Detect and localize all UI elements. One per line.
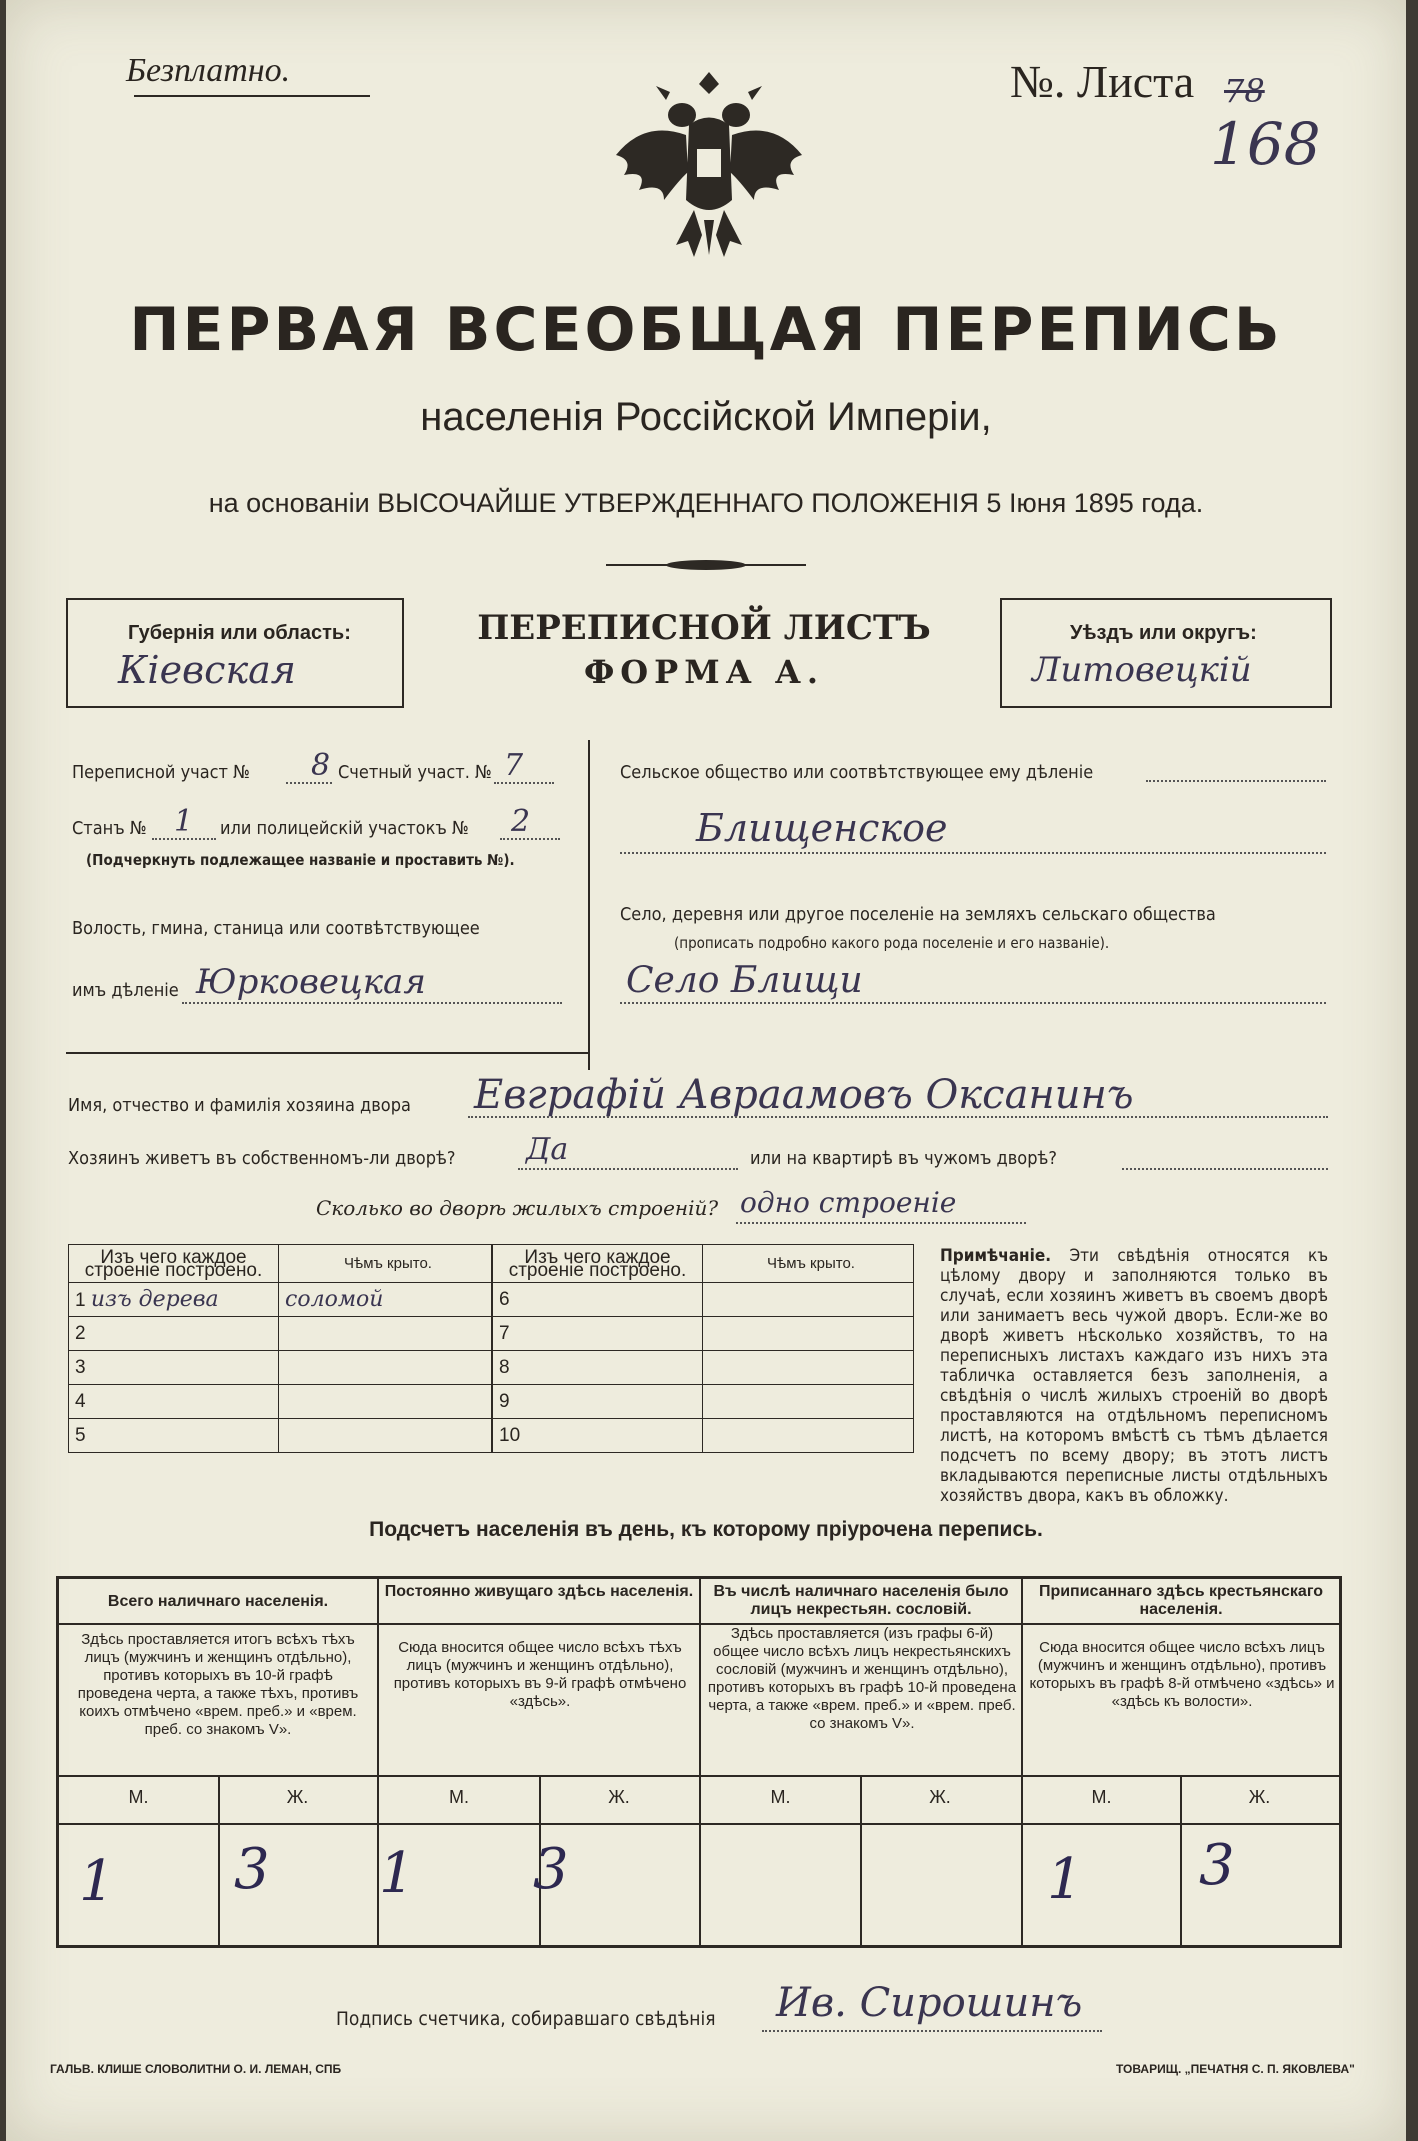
subtitle: населенія Россійской Имперіи, [420, 395, 992, 439]
ornament-divider [606, 558, 806, 572]
own-yard-label: Хозяинъ живетъ въ собственномъ-ли дворѣ? [68, 1148, 456, 1169]
district-box [1002, 598, 1332, 708]
pop-m-label: М. [128, 1787, 149, 1807]
police-line [500, 838, 560, 840]
volost-line [182, 1002, 562, 1004]
sheet-number-label: №. Листа [1010, 56, 1195, 107]
pop-col-desc: Здѣсь проставляется (изъ графы 6-й) общее число всѣхъ лицъ некрестьянскихъ сословій (мужчинъ и женщинъ отдѣльно), противъ которыхъ въ графѣ 10-й проведена черта, а также «врем. преб.» и «врем. преб. со знакомъ V». [707, 1625, 1017, 1732]
pop-row-divider [59, 1623, 1339, 1625]
double-headed-eagle-emblem [604, 60, 814, 270]
row-material: изъ дерева [90, 1287, 219, 1312]
building-row [69, 1419, 492, 1453]
village-value: Село Блищи [626, 960, 863, 1001]
printer-right: ТОВАРИЩ. „ПЕЧАТНЯ С. П. ЯКОВЛЕВА" [1116, 2062, 1355, 2076]
police-value: 2 [511, 804, 531, 839]
buildings-line [736, 1222, 1026, 1224]
pop-col-heading: Всего наличнаго населенія. [107, 1593, 329, 1610]
col-material-header-2: Изъ чего каждое строеніе построено. [493, 1245, 703, 1283]
society-label-line [1146, 780, 1326, 782]
pop-f-value: 3 [1199, 1833, 1235, 1898]
row-number: 3 [69, 1351, 279, 1385]
pop-f-label: Ж. [929, 1787, 951, 1807]
village-note: (прописать подробно какого рода поселеніе и его названіе). [674, 934, 1110, 952]
note-label: Примѣчаніе. [940, 1246, 1052, 1266]
form-title-box [402, 598, 1002, 708]
society-line [620, 852, 1326, 854]
stan-line [152, 838, 216, 840]
row-number: 6 [493, 1283, 703, 1317]
counting-district-line [494, 782, 554, 784]
building-row [69, 1351, 492, 1385]
pop-row-divider [59, 1823, 1339, 1825]
free-underline [134, 95, 370, 97]
owner-name-label: Имя, отчество и фамилія хозяина двора [68, 1095, 411, 1116]
pop-f-label: Ж. [286, 1787, 309, 1807]
form-subtitle: ФОРМА А. [583, 653, 825, 691]
counting-district-label: Счетный участ. № [338, 762, 492, 783]
row-number: 4 [69, 1385, 279, 1419]
row-number: 5 [69, 1419, 279, 1453]
volost-label-2: имъ дѣленіе [72, 980, 179, 1001]
district-label: Уѣздъ или округъ: [1070, 622, 1257, 644]
stan-value: 1 [174, 804, 194, 839]
buildings-label: Сколько во дворѣ жилыхъ строеній? [316, 1196, 719, 1220]
row-number: 8 [493, 1351, 703, 1385]
own-yard-value: Да [526, 1132, 569, 1167]
signature-line [762, 2030, 1102, 2032]
counting-district-value: 7 [504, 748, 524, 783]
form-title: ПЕРЕПИСНОЙ ЛИСТЪ [477, 608, 931, 648]
pop-col-divider [699, 1579, 701, 1945]
building-row [493, 1419, 914, 1453]
society-label: Сельское общество или соотвѣтствующее ему дѣленіе [620, 762, 1094, 783]
census-district-label: Переписной участ № [72, 762, 250, 783]
pop-f-value: 3 [533, 1837, 569, 1902]
rent-label: или на квартирѣ въ чужомъ дворѣ? [750, 1148, 1057, 1169]
row-number: 9 [493, 1385, 703, 1419]
sheet-number-old: 78 [1224, 72, 1265, 110]
buildings-value: одно строеніе [740, 1186, 957, 1219]
col-roof-header: Чѣмъ крыто. [279, 1245, 492, 1283]
row-number: 7 [493, 1317, 703, 1351]
col-material-header: Изъ чего каждое строеніе построено. [69, 1245, 279, 1283]
building-row [493, 1351, 914, 1385]
province-box [66, 598, 402, 708]
building-row [493, 1385, 914, 1419]
pop-row-divider [59, 1775, 1339, 1777]
building-row [69, 1317, 492, 1351]
note-block [940, 1246, 1328, 1506]
row-roof: соломой [285, 1287, 384, 1312]
pop-col-divider [1021, 1579, 1023, 1945]
buildings-table-left [68, 1244, 492, 1453]
volost-label: Волость, гмина, станица или соотвѣтствующее [72, 918, 480, 939]
building-row [493, 1283, 914, 1317]
note-text: Эти свѣдѣнія относятся къ цѣлому двору и заполняются только въ случаѣ, если хозяинъ живетъ въ своемъ дворѣ или занимаетъ весь чужой дворъ. Если-же во дворѣ живетъ нѣсколько хозяйствъ, то на переписныхъ листахъ каждаго изъ нихъ эта табличка оставляется безъ заполненія, а свѣдѣнія о числѣ жилыхъ строеній во дворѣ проставляются на отдѣльномъ переписномъ листѣ, на которомъ вмѣстѣ съ тѣмъ дѣлается подсчетъ по всему двору; въ этотъ листъ вкладываются переписные листы отдѣльныхъ хозяйствъ двора, какъ въ обложку. [940, 1246, 1328, 1506]
row-number: 1 [75, 1290, 86, 1311]
own-yard-line [518, 1168, 738, 1170]
free-label: Безплатно. [126, 52, 291, 89]
census-district-line [286, 782, 332, 784]
stan-label: Станъ № [72, 818, 147, 839]
census-district-value: 8 [311, 748, 331, 783]
census-sheet [6, 0, 1406, 2141]
location-divider [588, 740, 590, 1070]
col-roof-header-2: Чѣмъ крыто. [703, 1245, 914, 1283]
signature-label: Подпись счетчика, собиравшаго свѣдѣнія [336, 2008, 716, 2030]
village-label: Село, деревня или другое поселеніе на земляхъ сельскаго общества [620, 904, 1216, 925]
building-row [69, 1283, 492, 1317]
building-row [493, 1317, 914, 1351]
rent-line [1122, 1168, 1328, 1170]
stan-note: (Подчеркнуть подлежащее названіе и проставить №). [86, 851, 515, 869]
pop-m-value: 1 [379, 1841, 415, 1906]
main-title: ПЕРВАЯ ВСЕОБЩАЯ ПЕРЕПИСЬ [129, 295, 1283, 365]
location-bottom-rule [66, 1052, 588, 1054]
pop-m-label: М. [449, 1787, 469, 1807]
volost-value: Юрковецкая [196, 962, 426, 1002]
signature-value: Ив. Сирошинъ [776, 1980, 1083, 2026]
pop-col-heading: Постоянно живущаго здѣсь населенія. [384, 1583, 694, 1600]
pop-f-label: Ж. [608, 1787, 630, 1807]
pop-m-value: 1 [79, 1849, 115, 1914]
owner-name-line [468, 1116, 1328, 1118]
row-number: 10 [493, 1419, 703, 1453]
province-label: Губернія или область: [128, 622, 351, 644]
society-value: Блищенское [696, 806, 948, 850]
population-table [56, 1576, 1342, 1948]
pop-col-desc: Здѣсь проставляется итогъ всѣхъ тѣхъ лицъ (мужчинъ и женщинъ отдѣльно), противъ которыхъ въ 10-й графѣ проведена черта, а также тѣхъ, противъ коихъ отмѣчено «врем. преб.» и «врем. преб. со знакомъ V». [77, 1631, 359, 1738]
sheet-number-new: 168 [1210, 110, 1321, 178]
printer-left: ГАЛЬВ. КЛИШЕ СЛОВОЛИТНИ О. И. ЛЕМАН, СПБ [50, 2062, 342, 2076]
pop-col-heading: Приписаннаго здѣсь крестьянскаго населенія. [1038, 1583, 1324, 1618]
pop-col-heading: Въ числѣ наличнаго населенія было лицъ некрестьян. сословій. [713, 1583, 1009, 1618]
district-value: Литовецкій [1032, 650, 1252, 690]
pop-m-label: М. [770, 1787, 791, 1807]
police-label: или полицейскій участокъ № [220, 818, 469, 839]
basis-line: на основаніи ВЫСОЧАЙШЕ УТВЕРЖДЕННАГО ПОЛОЖЕНІЯ 5 Іюня 1895 года. [208, 488, 1204, 518]
pop-col-desc: Сюда вносится общее число всѣхъ лицъ (мужчинъ и женщинъ отдѣльно), противъ которыхъ въ графѣ 8-й отмѣчено «здѣсь» и «здѣсь къ волости». [1029, 1639, 1335, 1710]
pop-m-label: М. [1091, 1787, 1112, 1807]
buildings-table-right [492, 1244, 914, 1453]
province-value: Кіевская [118, 648, 296, 692]
building-row [69, 1385, 492, 1419]
pop-f-label: Ж. [1248, 1787, 1271, 1807]
pop-f-value: 3 [234, 1837, 270, 1902]
owner-name-value: Евграфій Авраамовъ Оксанинъ [474, 1072, 1134, 1118]
row-number: 2 [69, 1317, 279, 1351]
pop-col-desc: Сюда вносится общее число всѣхъ тѣхъ лицъ (мужчинъ и женщинъ отдѣльно), противъ которыхъ въ 9-й графѣ отмѣчено «здѣсь». [393, 1639, 687, 1710]
village-line [620, 1002, 1326, 1004]
pop-m-value: 1 [1047, 1847, 1083, 1912]
population-title: Подсчетъ населенія въ день, къ которому пріурочена перепись. [369, 1518, 1043, 1541]
